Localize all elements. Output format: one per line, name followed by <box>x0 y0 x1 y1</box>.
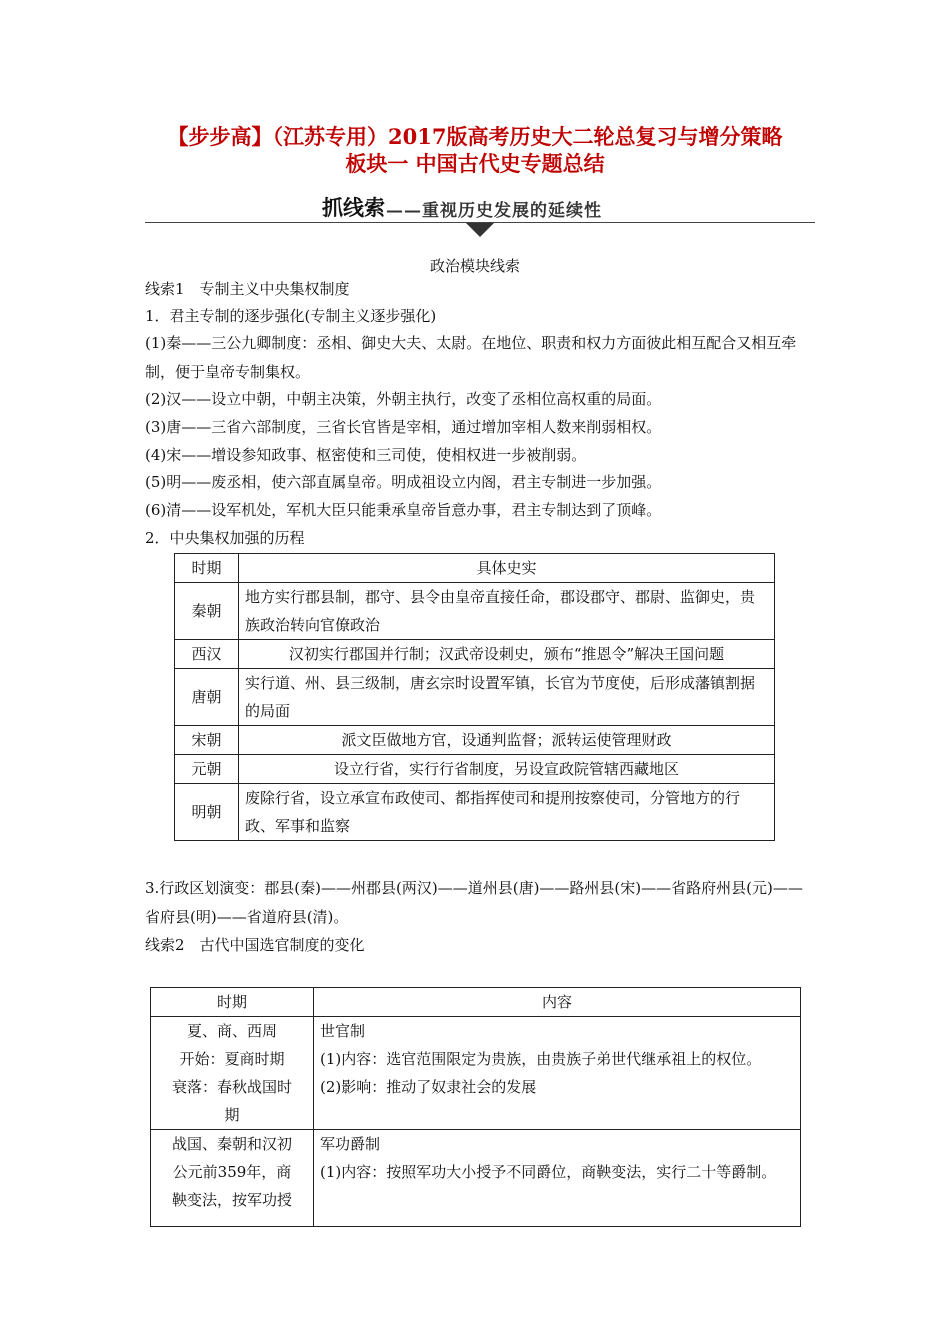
fact-cell: 汉初实行郡国并行制；汉武帝设刺史，颁布“推恩令”解决王国问题 <box>239 640 775 669</box>
table-row <box>151 1130 801 1227</box>
content-line: (1)内容：按照军功大小授予不同爵位，商鞅变法，实行二十等爵制。 <box>320 1163 777 1181</box>
period-cell: 明朝 <box>175 784 239 841</box>
clue2-heading: 线索2 古代中国选官制度的变化 <box>145 936 365 954</box>
table-row <box>175 726 775 755</box>
table-row <box>175 755 775 784</box>
table-row <box>175 640 775 669</box>
clue1-point1-title: 1．君主专制的逐步强化(专制主义逐步强化) <box>145 307 437 325</box>
table-row <box>175 784 775 841</box>
table-row <box>175 669 775 726</box>
table-header-row <box>151 988 801 1017</box>
table-header-cell: 时期 <box>175 554 239 583</box>
content-cell <box>314 1017 801 1130</box>
period-cell: 宋朝 <box>175 726 239 755</box>
content-line: (1)内容：选官范围限定为贵族，由贵族子弟世代继承祖上的权位。 <box>320 1050 762 1068</box>
period-line: 鞅变法，按军功授 <box>171 1191 292 1209</box>
clue1-item: (2)汉——设立中朝，中朝主决策，外朝主执行，改变了丞相位高权重的局面。 <box>145 390 662 408</box>
period-line: 衰落：春秋战国时 <box>171 1078 292 1096</box>
period-line: 战国、秦朝和汉初 <box>171 1135 292 1153</box>
period-cell: 唐朝 <box>175 669 239 726</box>
clue1-heading: 线索1 专制主义中央集权制度 <box>145 280 350 298</box>
table-row <box>151 1017 801 1130</box>
table-row <box>175 583 775 640</box>
period-cell: 元朝 <box>175 755 239 784</box>
period-line: 公元前359年，商 <box>172 1163 292 1181</box>
table-header-cell: 具体史实 <box>239 554 775 583</box>
period-cell <box>151 1017 314 1130</box>
clue1-point2-title: 2．中央集权加强的历程 <box>145 529 305 547</box>
fact-cell: 废除行省，设立承宣布政使司、都指挥使司和提刑按察使司，分管地方的行政、军事和监察 <box>239 784 775 841</box>
document-title-line2: 板块一 中国古代史专题总结 <box>345 151 605 176</box>
document-title-line1: 【步步高】（江苏专用）2017版高考历史大二轮总复习与增分策略 <box>167 124 783 149</box>
table-header-cell: 内容 <box>314 988 801 1017</box>
fact-cell: 设立行省，实行行省制度，另设宣政院管辖西藏地区 <box>239 755 775 784</box>
banner-triangle-icon <box>466 223 494 237</box>
period-line: 期 <box>224 1106 240 1124</box>
clue1-point3: 3.行政区划演变：郡县(秦)——州郡县(两汉)——道州县(唐)——路州县(宋)——省路府州县(元)——省府县(明)——省道府县(清)。 <box>145 879 803 926</box>
fact-cell: 派文臣做地方官，设通判监督；派转运使管理财政 <box>239 726 775 755</box>
clue1-item: (6)清——设军机处，军机大臣只能秉承皇帝旨意办事，君主专制达到了顶峰。 <box>145 501 662 519</box>
table-header-row <box>175 554 775 583</box>
period-cell: 西汉 <box>175 640 239 669</box>
content-cell <box>314 1130 801 1227</box>
period-cell <box>151 1130 314 1227</box>
section-title: 政治模块线索 <box>429 257 520 275</box>
clue1-item: (4)宋——增设参知政事、枢密使和三司使，使相权进一步被削弱。 <box>145 446 587 464</box>
clue1-item: (3)唐——三省六部制度，三省长官皆是宰相，通过增加宰相人数来削弱相权。 <box>145 418 662 436</box>
centralization-table <box>174 553 775 841</box>
fact-cell: 实行道、州、县三级制，唐玄宗时设置军镇，长官为节度使，后形成藩镇割据的局面 <box>239 669 775 726</box>
period-line: 夏、商、西周 <box>186 1022 277 1040</box>
content-line: (2)影响：推动了奴隶社会的发展 <box>320 1078 537 1096</box>
banner-sub-text: ——重视历史发展的延续性 <box>386 201 602 221</box>
table-header-cell: 时期 <box>151 988 314 1017</box>
system-name: 世官制 <box>320 1022 366 1040</box>
clue1-item: (1)秦——三公九卿制度：丞相、御史大夫、太尉。在地位、职责和权力方面彼此相互配合又相互牵制，便于皇帝专制集权。 <box>145 334 797 381</box>
clue1-item: (5)明——废丞相，使六部直属皇帝。明成祖设立内阁，君主专制进一步加强。 <box>145 473 662 491</box>
official-selection-table <box>150 987 801 1227</box>
fact-cell: 地方实行郡县制，郡守、县令由皇帝直接任命，郡设郡守、郡尉、监御史，贵族政治转向官僚政治 <box>239 583 775 640</box>
period-cell: 秦朝 <box>175 583 239 640</box>
banner-main-text: 抓线索 <box>322 195 385 220</box>
period-line: 开始：夏商时期 <box>179 1050 285 1068</box>
system-name: 军功爵制 <box>320 1135 381 1153</box>
